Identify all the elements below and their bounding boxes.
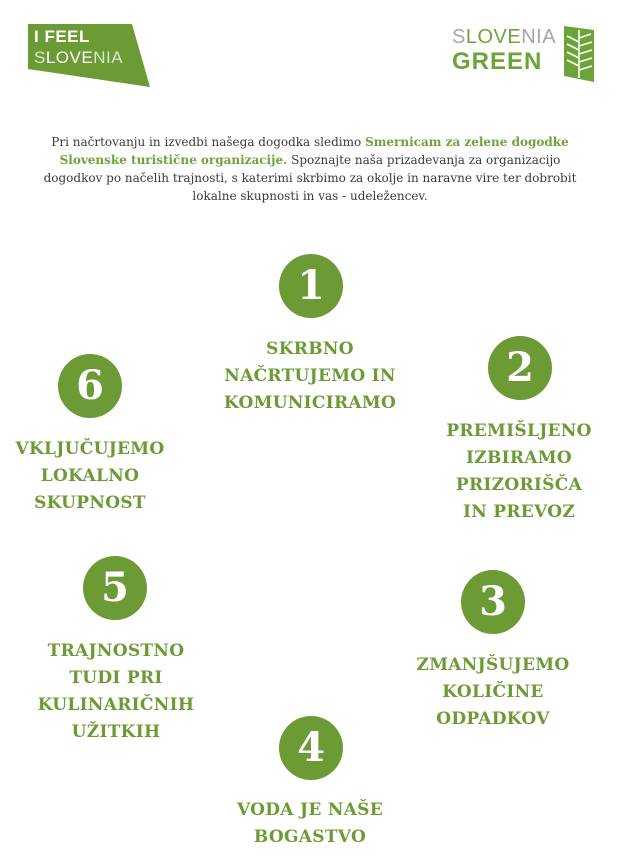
step-1-label: SKRBNO NAČRTUJEMO IN KOMUNICIRAMO: [223, 339, 397, 413]
logo-right-word1: SLOVENIA: [452, 26, 557, 48]
intro-paragraph: [40, 133, 580, 205]
step-5-label: TRAJNOSTNO TUDI PRI KULINARIČNIH UŽITKIH: [37, 641, 195, 742]
step-4-label: VODA JE NAŠE BOGASTVO: [236, 800, 384, 847]
logo-left-line1: I FEEL: [34, 27, 90, 46]
logo-right-word2: GREEN: [452, 48, 543, 75]
logo-left-line2: SLOVENIA: [34, 48, 124, 67]
step-5-number-circle: 5: [83, 556, 147, 620]
intro-highlight-link[interactable]: Smernicam za zelene dogodke Slovenske turistične organizacije.: [59, 135, 569, 167]
intro-text-before: Pri načrtovanju in izvedbi našega dogodka sledimo: [51, 135, 366, 149]
leaf-icon: [564, 26, 594, 82]
step-2-number-circle: 2: [488, 336, 552, 400]
slovenia-green-logo: [452, 26, 597, 82]
step-3-label: ZMANJŠUJEMO KOLIČINE ODPADKOV: [416, 655, 570, 729]
step-4-number-circle: 4: [279, 716, 343, 780]
intro-text-after: Spoznajte naša prizadevanja za organizacijo dogodkov po načelih trajnosti, s katerimi skrbimo za okolje in naravne vire ter dobrobit lokalne skupnosti in vas - udeležencev.: [43, 153, 577, 203]
step-6-label: VKLJUČUJEMO LOKALNO SKUPNOST: [15, 439, 165, 513]
step-1-number-circle: 1: [279, 254, 343, 318]
step-6-number-circle: 6: [58, 354, 122, 418]
step-3-number-circle: 3: [461, 570, 525, 634]
step-2-label: PREMIŠLJENO IZBIRAMO PRIZORIŠČA IN PREVOZ: [446, 421, 592, 522]
i-feel-slovenia-logo: [28, 24, 150, 87]
